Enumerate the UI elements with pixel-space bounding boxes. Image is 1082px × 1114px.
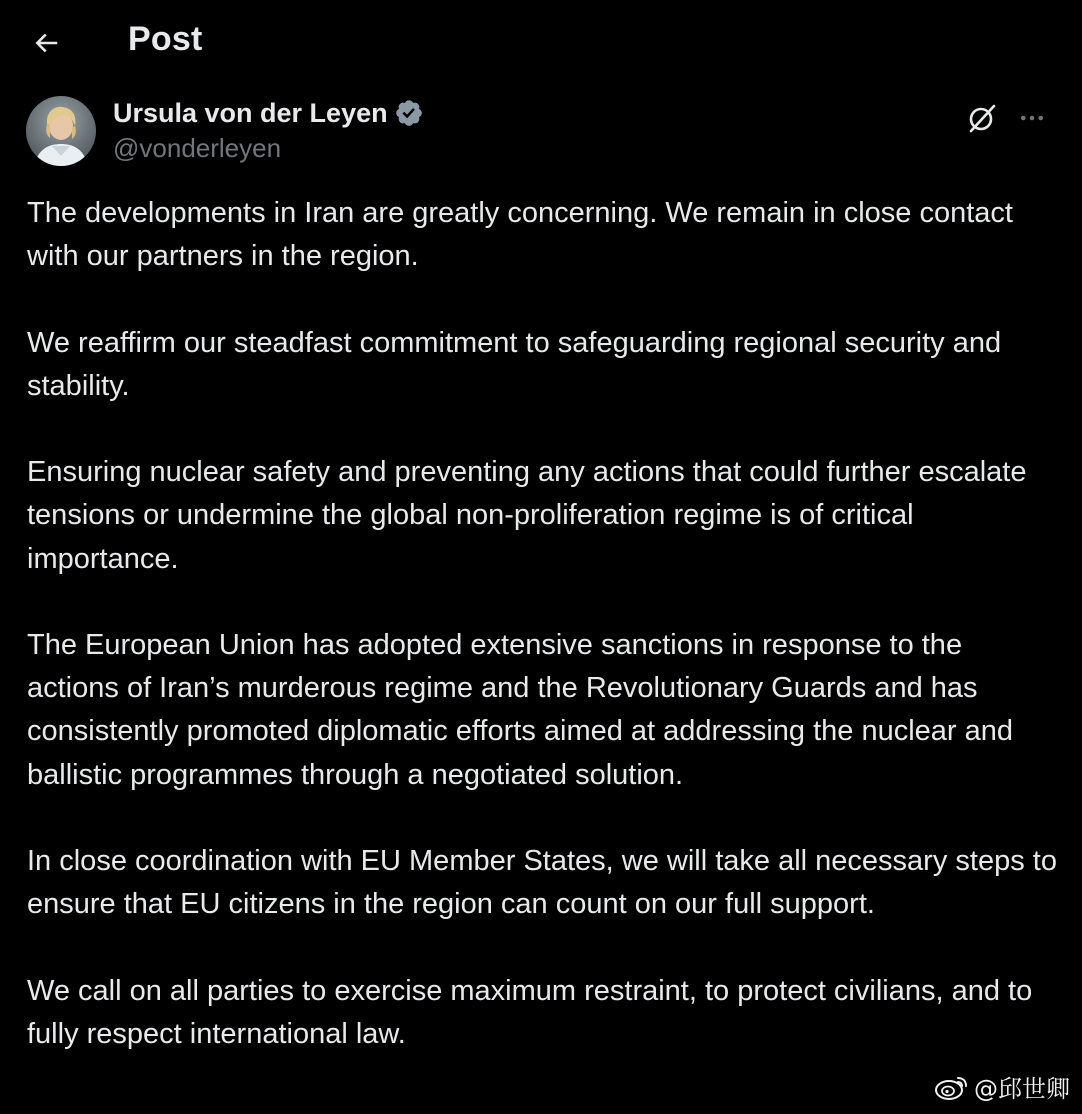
more-options-button[interactable]: [1012, 98, 1052, 138]
verified-badge-icon: [394, 98, 424, 128]
profile-photo: [26, 96, 96, 166]
post-author: [26, 96, 1056, 172]
weibo-logo-icon: [934, 1072, 970, 1102]
post-text: [27, 192, 1057, 1099]
post-paragraph: Ensuring nuclear safety and preventing any actions that could further escalate tensions or undermine the global non-proliferation regime is of critical importance.: [27, 456, 1027, 575]
avatar[interactable]: [26, 96, 96, 166]
grok-button[interactable]: [962, 98, 1002, 138]
post-paragraph: In close coordination with EU Member States, we will take all necessary steps to ensure that EU citizens in the region can count on our full support.: [27, 844, 1057, 921]
weibo-watermark: [934, 1069, 1070, 1104]
top-bar: [0, 0, 1082, 86]
post-paragraph: The European Union has adopted extensive sanctions in response to the actions of Iran’s murderous regime and the Revolutionary Guards and has consistently promoted diplomatic efforts aimed at addressing the nuclear and ballistic programmes through a negotiated solution.: [27, 628, 1014, 791]
display-name[interactable]: Ursula von der Leyen: [113, 97, 388, 128]
watermark-text: @邱世卿: [974, 1075, 1070, 1103]
arrow-left-icon: [31, 28, 61, 58]
post-paragraph: We reaffirm our steadfast commitment to safeguarding regional security and stability.: [27, 326, 1002, 402]
post-paragraph: The developments in Iran are greatly concerning. We remain in close contact with our partners in the region.: [27, 197, 1013, 273]
display-name-row: [113, 96, 424, 130]
user-handle[interactable]: @vonderleyen: [113, 133, 282, 163]
page-title: Post: [128, 20, 203, 58]
post-paragraph: We call on all parties to exercise maximum restraint, to protect civilians, and to fully respect international law.: [27, 974, 1033, 1050]
grok-icon: [966, 102, 998, 134]
back-button[interactable]: [22, 22, 70, 64]
more-horizontal-icon: [1017, 103, 1047, 133]
